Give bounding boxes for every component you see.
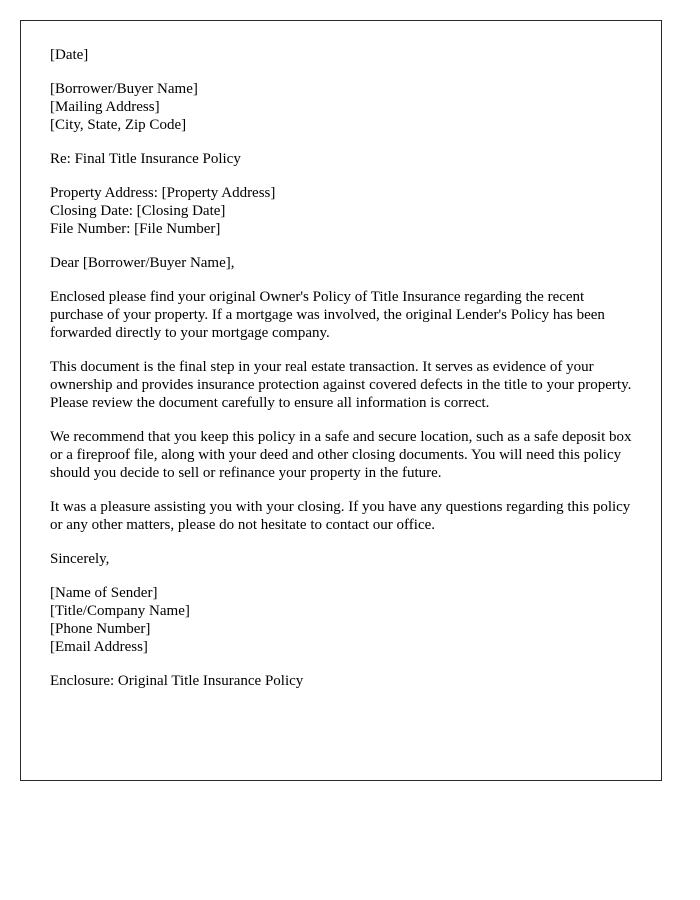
recipient-name: [Borrower/Buyer Name] (50, 81, 198, 97)
closing-date-line: Closing Date: [Closing Date] (50, 203, 226, 219)
reference-details-block (50, 184, 633, 238)
sender-email: [Email Address] (50, 639, 148, 655)
letter-date: [Date] (50, 47, 89, 63)
salutation: Dear [Borrower/Buyer Name], (50, 255, 235, 271)
recipient-address-block (50, 80, 633, 134)
body-paragraph-thank-you: It was a pleasure assisting you with your closing. If you have any questions regarding this policy or any other matters, please do not hesitate to contact our office. (50, 499, 631, 533)
letter-page (20, 20, 662, 781)
sender-name: [Name of Sender] (50, 585, 158, 601)
body-paragraph-enclosed-policy: Enclosed please find your original Owner's Policy of Title Insurance regarding the recent purchase of your property. If a mortgage was involved, the original Lender's Policy has been forwarded directly to your mortgage company. (50, 289, 605, 341)
recipient-mailing-address: [Mailing Address] (50, 99, 160, 115)
enclosure-note: Enclosure: Original Title Insurance Policy (50, 673, 304, 689)
recipient-city-state-zip: [City, State, Zip Code] (50, 117, 187, 133)
body-paragraph-safe-keeping: We recommend that you keep this policy in a safe and secure location, such as a safe deposit box or a fireproof file, along with your deed and other closing documents. You will need this policy should you decide to sell or refinance your property in the future. (50, 429, 632, 481)
sender-phone: [Phone Number] (50, 621, 151, 637)
property-address-line: Property Address: [Property Address] (50, 185, 276, 201)
sender-title-company: [Title/Company Name] (50, 603, 190, 619)
subject-line: Re: Final Title Insurance Policy (50, 151, 241, 167)
file-number-line: File Number: [File Number] (50, 221, 221, 237)
closing-word: Sincerely, (50, 551, 110, 567)
body-paragraph-final-step: This document is the final step in your real estate transaction. It serves as evidence of your ownership and provides insurance protection against covered defects in the title to your property. Please review the document carefully to ensure all information is correct. (50, 359, 632, 411)
signature-block (50, 584, 633, 656)
